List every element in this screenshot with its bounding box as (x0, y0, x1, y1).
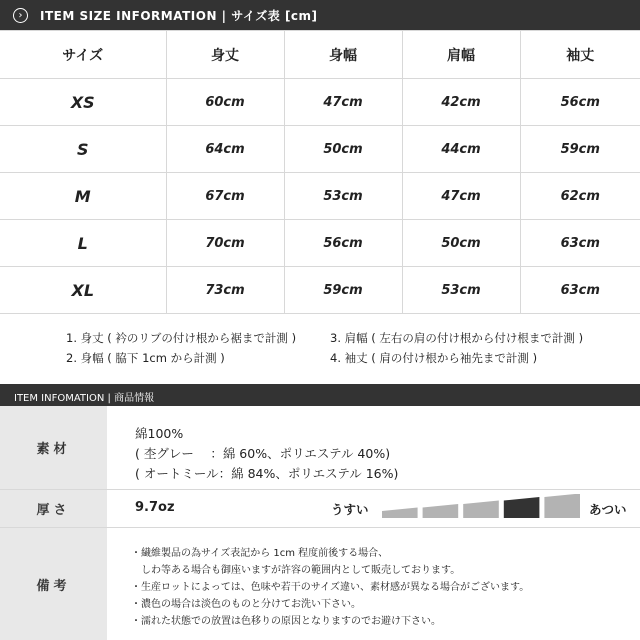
size-label: XS (0, 79, 166, 126)
remark-line: ・生産ロットによっては、色味や若干のサイズ違い、素材感が異なる場合がございます。 (131, 582, 530, 593)
table-row (0, 173, 640, 220)
thickness-label: 厚さ (0, 490, 107, 527)
thick-label: あつい (589, 502, 627, 517)
thickness-bar (544, 494, 580, 518)
remark-line: ・繊維製品の為サイズ表記から 1cm 程度前後する場合、 (131, 548, 389, 559)
material-value (107, 406, 640, 489)
material-line: 綿100% (135, 426, 184, 441)
material-line: ( 杢グレー ：綿 60%、ポリエステル 40%) (135, 446, 391, 461)
remark-line: しわ等ある場合も御座いますが許容の範囲内として販売しております。 (131, 565, 461, 576)
remark-line: ・濃色の場合は淡色のものと分けてお洗い下さい。 (131, 599, 361, 610)
header-length: 身丈 (166, 31, 284, 79)
cell-width: 53cm (284, 173, 402, 220)
measurement-note: 2. 身幅 ( 脇下 1cm から計測 ) (66, 351, 225, 365)
header-sleeve: 袖丈 (520, 31, 640, 79)
cell-shoulder: 44cm (402, 126, 520, 173)
table-row (0, 79, 640, 126)
material-label: 素材 (0, 406, 107, 489)
cell-sleeve: 59cm (520, 126, 640, 173)
cell-width: 59cm (284, 267, 402, 314)
size-label: L (0, 220, 166, 267)
remark-line: ・濡れた状態での放置は色移りの原因となりますのでお避け下さい。 (131, 616, 441, 627)
remarks-label: 備考 (0, 528, 107, 640)
cell-shoulder: 42cm (402, 79, 520, 126)
thin-label: うすい (331, 502, 369, 517)
size-label: S (0, 126, 166, 173)
cell-length: 60cm (166, 79, 284, 126)
cell-width: 47cm (284, 79, 402, 126)
cell-shoulder: 50cm (402, 220, 520, 267)
thickness-bar (423, 504, 459, 518)
size-label: M (0, 173, 166, 220)
table-row (0, 126, 640, 173)
material-line: ( オートミール：綿 84%、ポリエステル 16%) (135, 466, 399, 481)
cell-length: 73cm (166, 267, 284, 314)
size-label: XL (0, 267, 166, 314)
measurement-note: 3. 肩幅 ( 左右の肩の付け根から付け根まで計測 ) (330, 331, 584, 345)
cell-shoulder: 47cm (402, 173, 520, 220)
info-section-header: ITEM INFOMATION | 商品情報 (0, 384, 640, 406)
header-width: 身幅 (284, 31, 402, 79)
material-row (0, 406, 640, 490)
size-section-header (0, 0, 640, 30)
cell-width: 50cm (284, 126, 402, 173)
header-size: サイズ (0, 31, 166, 79)
thickness-bar (382, 508, 418, 519)
thickness-bar (463, 501, 499, 519)
size-section-title: ITEM SIZE INFORMATION | サイズ表 [cm] (40, 9, 318, 23)
table-row (0, 267, 640, 314)
measurement-note: 4. 袖丈 ( 肩の付け根から袖先まで計測 ) (330, 351, 538, 365)
thickness-row (0, 490, 640, 528)
cell-sleeve: 62cm (520, 173, 640, 220)
measurement-note: 1. 身丈 ( 衿のリブの付け根から裾まで計測 ) (66, 331, 297, 345)
cell-width: 56cm (284, 220, 402, 267)
cell-sleeve: 63cm (520, 267, 640, 314)
remarks-value (107, 528, 640, 640)
remarks-row (0, 528, 640, 640)
thickness-value (107, 490, 640, 527)
measurement-notes (0, 318, 640, 382)
cell-sleeve: 56cm (520, 79, 640, 126)
cell-length: 64cm (166, 126, 284, 173)
thickness-bar-active (504, 497, 540, 518)
header-shoulder: 肩幅 (402, 31, 520, 79)
chevron-right-circle-icon: › (13, 8, 28, 23)
cell-length: 67cm (166, 173, 284, 220)
table-row (0, 220, 640, 267)
fabric-weight: 9.7oz (135, 500, 175, 515)
thickness-scale (382, 494, 580, 518)
cell-length: 70cm (166, 220, 284, 267)
cell-shoulder: 53cm (402, 267, 520, 314)
cell-sleeve: 63cm (520, 220, 640, 267)
size-table (0, 30, 640, 314)
size-table-header-row (0, 31, 640, 79)
